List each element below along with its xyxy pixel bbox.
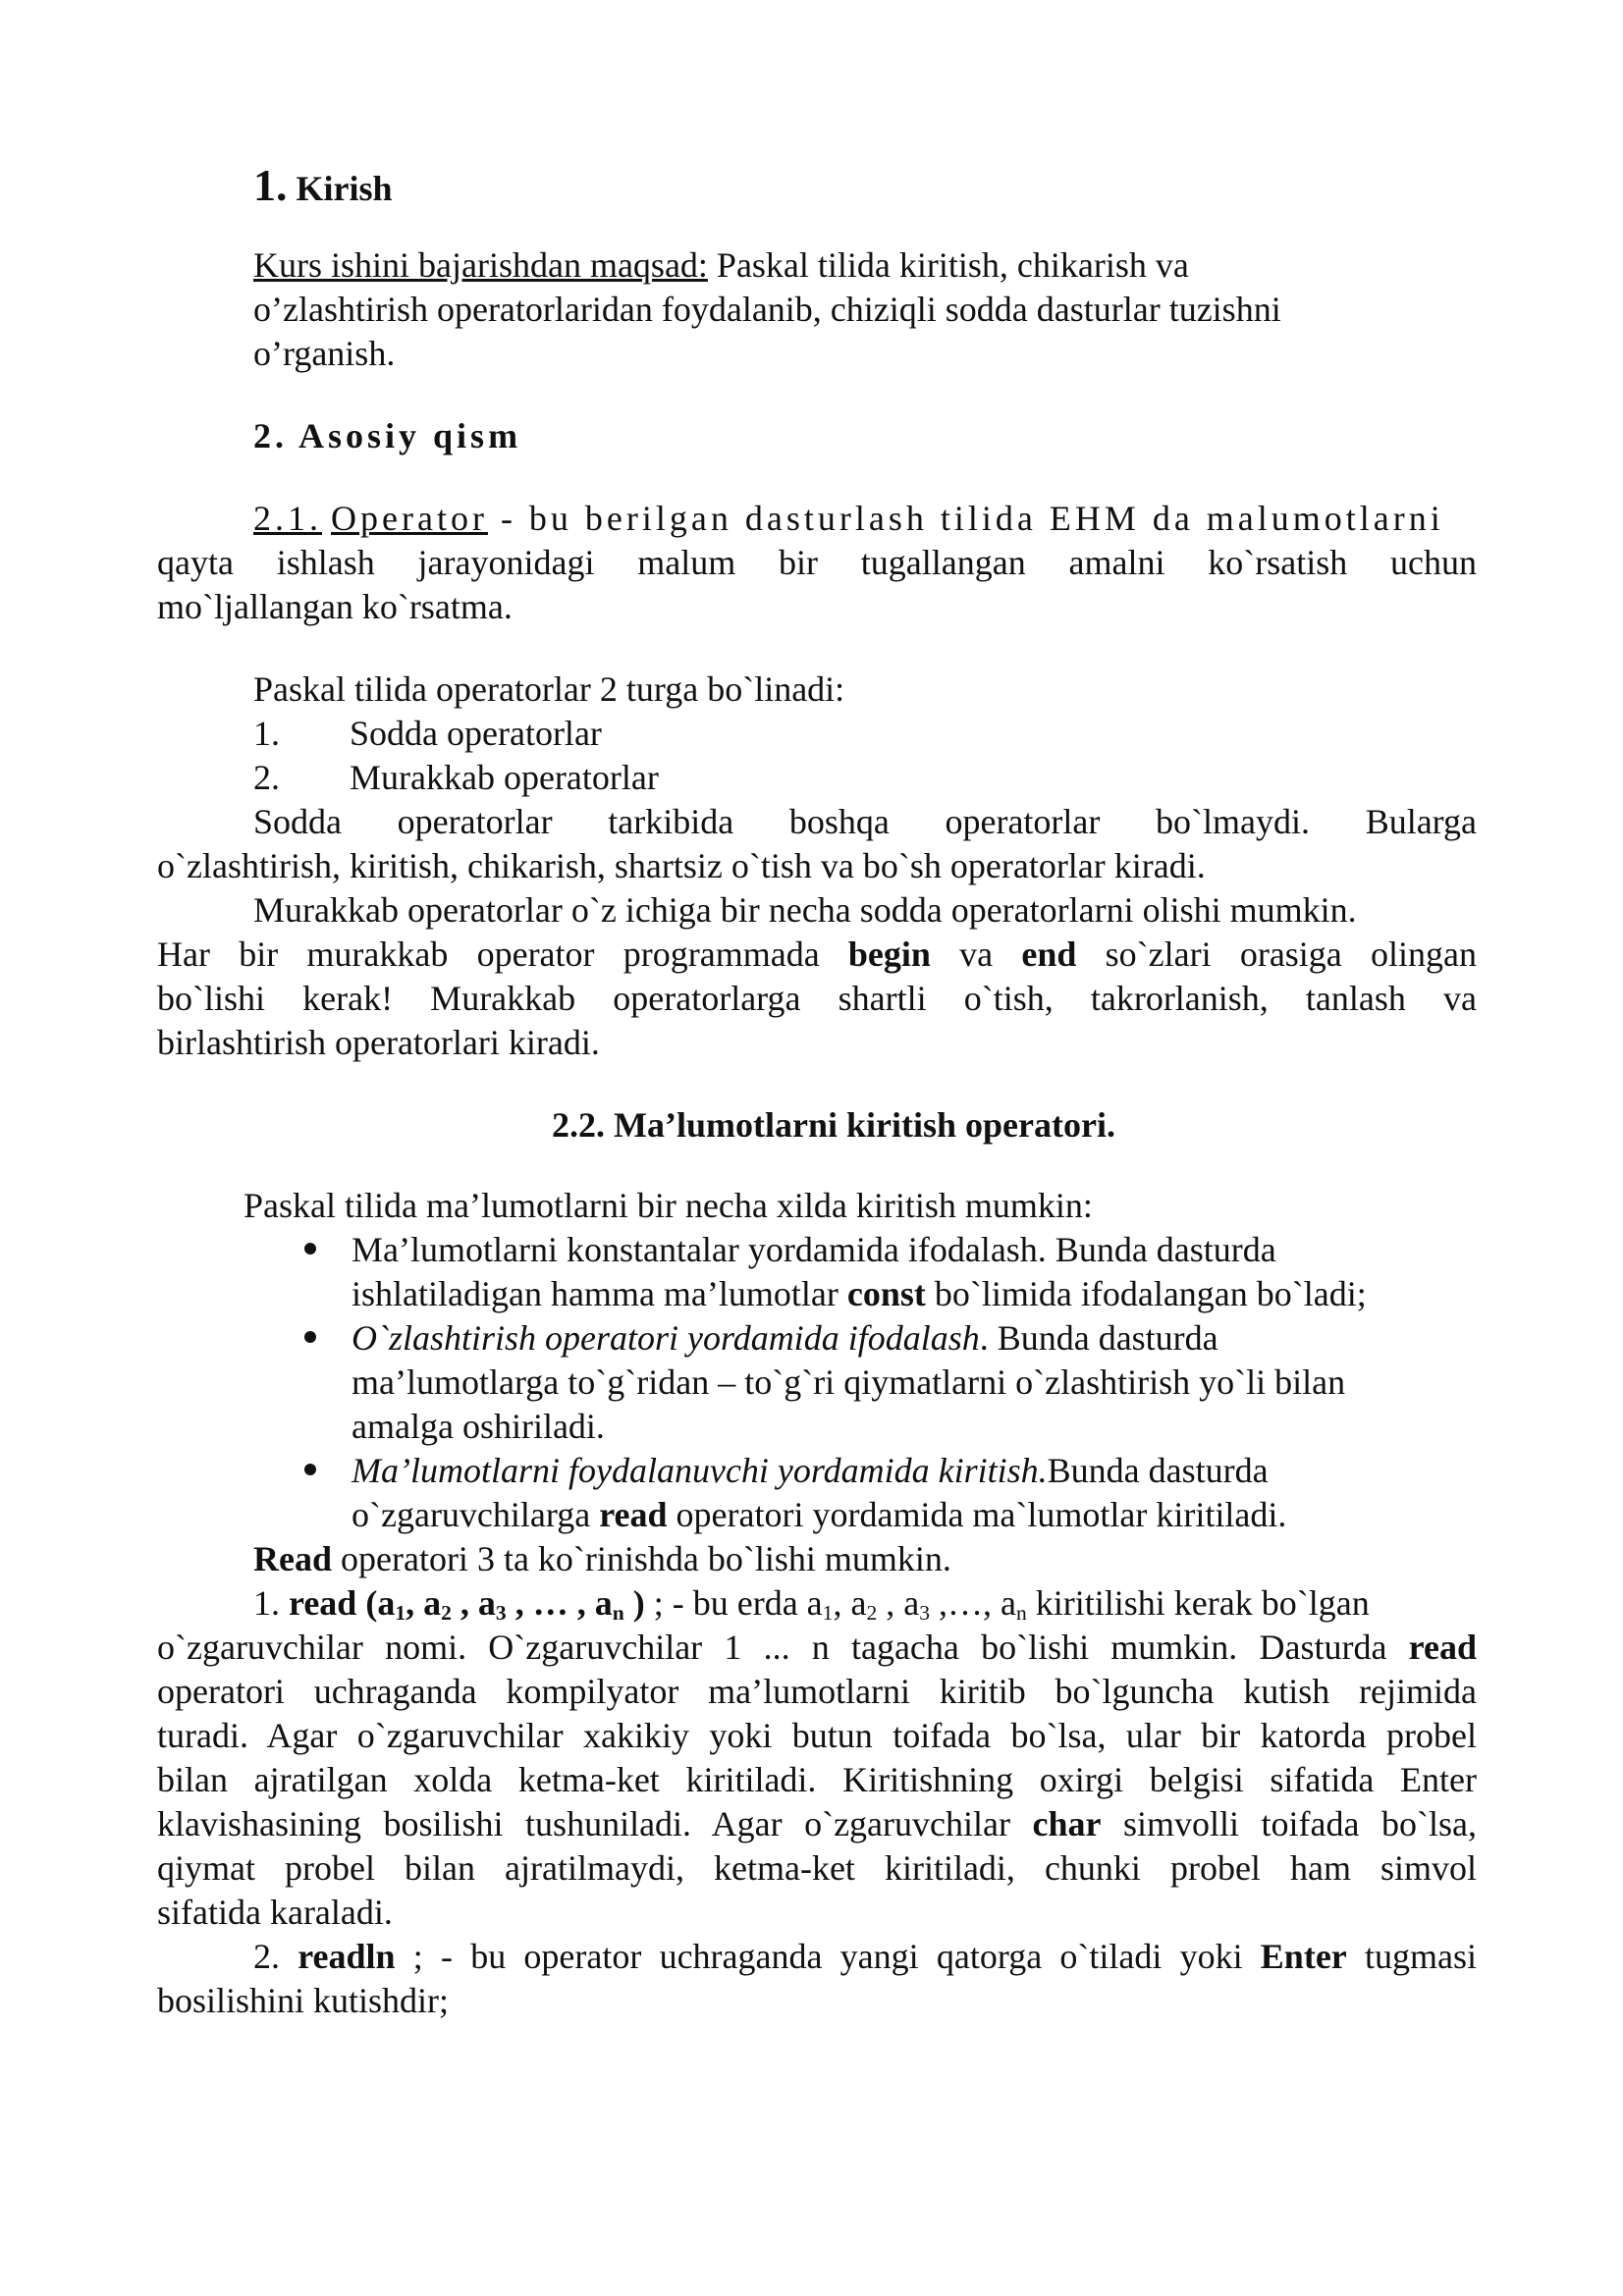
read-form-text: simvolli toifada bo`lsa,: [1101, 1804, 1478, 1843]
operator-def-term: Operator: [331, 499, 488, 538]
bullet-3-line-1: [352, 1449, 1269, 1493]
subscript: n: [1016, 1601, 1027, 1625]
keyword-begin: begin: [847, 934, 931, 974]
read-form-text: ; - bu erda a: [644, 1583, 823, 1623]
section-1-title: Kirish: [296, 169, 393, 208]
operator-types-intro: Paskal tilida operatorlar 2 turga bo`linadi:: [253, 669, 845, 709]
read-form-1-line-8: sifatida karaladi.: [157, 1893, 393, 1932]
section-2-2-heading: 2.2. Ma’lumotlarni kiritish operatori.: [552, 1105, 1115, 1145]
read-form-1-line-6: [157, 1802, 1477, 1846]
operator-def-number: 2.1.: [253, 499, 322, 538]
complex-ops-text: Har bir murakkab operator programmada: [157, 934, 848, 974]
operator-type-item-1: [253, 712, 280, 756]
subscript: n: [612, 1601, 624, 1625]
keyword-read-cap: Read: [253, 1539, 332, 1578]
bullet-2-line-2: ma’lumotlarga to`g`ridan – to`g`ri qiymatlarni o`zlashtirish yo`li bilan: [352, 1362, 1346, 1402]
complex-ops-line-1: Murakkab operatorlar o`z ichiga bir necha sodda operatorlarni olishi mumkin.: [253, 890, 1357, 930]
list-number: 1.: [253, 1583, 289, 1623]
subscript: 2: [866, 1601, 878, 1625]
complex-ops-text: so`zlari orasiga olingan: [1076, 934, 1477, 974]
read-form-text: , a: [877, 1583, 920, 1623]
goal-line-2: o’zlashtirish operatorlaridan foydalanib, chiziqli sodda dasturlar tuzishni: [253, 290, 1281, 329]
bullet-2-line-3: amalga oshiriladi.: [352, 1407, 605, 1446]
bullet-1-text: bo`limida ifodalangan bo`ladi;: [925, 1274, 1367, 1313]
subscript: 1: [395, 1601, 406, 1625]
list-number: 2.: [253, 758, 280, 797]
operator-def-line-3: mo`ljallangan ko`rsatma.: [157, 587, 513, 626]
read-syntax-part: , a: [451, 1583, 496, 1623]
complex-ops-text: va: [930, 934, 1022, 974]
subscript: 1: [822, 1601, 834, 1625]
section-1-heading: [253, 160, 393, 211]
read-form-2-line-1: [253, 1935, 1477, 1979]
bullet-1-line-2: [352, 1272, 1367, 1316]
operator-def-line-2: qayta ishlash jarayonidagi malum bir tugallangan amalni ko`rsatish uchun: [157, 543, 1477, 582]
goal-line-3: o’rganish.: [253, 334, 396, 373]
read-form-1-line-1: [253, 1581, 1370, 1626]
subscript: 3: [919, 1601, 931, 1625]
complex-ops-line-3: bo`lishi kerak! Murakkab operatorlarga shartli o`tish, takrorlanish, tanlash va: [157, 979, 1477, 1018]
operator-def-rest: - bu berilgan dasturlash tilida EHM da malumotlarni: [487, 499, 1444, 538]
input-methods-intro: Paskal tilida ma’lumotlarni bir necha xilda kiritish mumkin:: [243, 1186, 1093, 1225]
keyword-char: char: [1032, 1804, 1102, 1843]
bullet-icon: [304, 1331, 316, 1343]
complex-ops-line-2: [157, 933, 1477, 977]
keyword-read: read: [1408, 1628, 1477, 1667]
read-form-1-line-4: turadi. Agar o`zgaruvchilar xakikiy yoki butun toifada bo`lsa, ular bir katorda probel: [157, 1716, 1477, 1755]
bullet-3-text: o`zgaruvchilarga: [352, 1495, 600, 1534]
read-form-1-line-2: [157, 1626, 1477, 1670]
subscript: 3: [495, 1601, 507, 1625]
read-form-1-line-3: operatori uchraganda kompilyator ma’lumotlarni kiritib bo`lguncha kutish rejimida: [157, 1672, 1477, 1711]
bullet-2-line-1: [352, 1316, 1218, 1361]
complex-ops-line-4: birlashtirish operatorlari kiradi.: [157, 1023, 600, 1062]
keyword-end: end: [1021, 934, 1077, 974]
goal-line-1: [253, 243, 1189, 288]
simple-ops-line-2: o`zlashtirish, kiritish, chikarish, shartsiz o`tish va bo`sh operatorlar kiradi.: [157, 846, 1206, 885]
bullet-3-text: Bunda dasturda: [1047, 1451, 1269, 1490]
keyword-read: read: [599, 1495, 668, 1534]
bullet-3-italic: Ma’lumotlarni foydalanuvchi yordamida kiritish.: [352, 1451, 1048, 1490]
read-form-2-line-2: bosilishini kutishdir;: [157, 1981, 450, 2020]
keyword-enter: Enter: [1260, 1937, 1347, 1976]
read-syntax-part: , a: [406, 1583, 442, 1623]
bullet-2-text: . Bunda dasturda: [979, 1318, 1218, 1358]
keyword-readln: readln: [298, 1937, 396, 1976]
read-form-text: ,…, a: [930, 1583, 1016, 1623]
read-form-1-line-5: bilan ajratilgan xolda ketma-ket kiritiladi. Kiritishning oxirgi belgisi sifatida Enter: [157, 1760, 1477, 1799]
operator-type-label-2: Murakkab operatorlar: [350, 758, 659, 797]
operator-type-item-2: [253, 756, 280, 800]
read-syntax-part: read (a: [289, 1583, 396, 1623]
read-form-text: ; - bu operator uchraganda yangi qatorga o`tiladi yoki: [395, 1937, 1261, 1976]
read-syntax-part: ): [623, 1583, 645, 1623]
simple-ops-line-1: Sodda operatorlar tarkibida boshqa operatorlar bo`lmaydi. Bularga: [253, 802, 1477, 841]
read-form-text: klavishasining bosilishi tushuniladi. Agar o`zgaruvchilar: [157, 1804, 1033, 1843]
read-form-text: o`zgaruvchilar nomi. O`zgaruvchilar 1 ... n tagacha bo`lishi mumkin. Dasturda: [157, 1628, 1409, 1667]
bullet-icon: [304, 1243, 316, 1255]
keyword-const: const: [846, 1274, 926, 1313]
read-forms-text: operatori 3 ta ko`rinishda bo`lishi mumkin.: [332, 1539, 951, 1578]
section-2-heading: 2. Asosiy qism: [253, 416, 522, 455]
goal-text-1: Paskal tilida kiritish, chikarish va: [707, 245, 1189, 285]
read-form-text: tugmasi: [1346, 1937, 1477, 1976]
read-form-text: , a: [833, 1583, 867, 1623]
bullet-2-italic: O`zlashtirish operatori yordamida ifodalash: [352, 1318, 980, 1358]
goal-label: Kurs ishini bajarishdan maqsad:: [253, 245, 708, 285]
read-syntax: [289, 1583, 645, 1623]
subscript: 2: [441, 1601, 452, 1625]
operator-type-label-1: Sodda operatorlar: [350, 714, 602, 753]
section-1-number: 1.: [253, 160, 288, 210]
operator-def-line-1: [253, 497, 1444, 541]
read-form-1-line-7: qiymat probel bilan ajratilmaydi, ketma-ket kiritiladi, chunki probel ham simvol: [157, 1848, 1477, 1888]
bullet-3-text: operatori yordamida ma`lumotlar kiritiladi.: [667, 1495, 1287, 1534]
read-syntax-part: , … , a: [506, 1583, 613, 1623]
bullet-1-line-1: Ma’lumotlarni konstantalar yordamida ifodalash. Bunda dasturda: [352, 1230, 1276, 1269]
bullet-3-line-2: [352, 1493, 1286, 1537]
list-number: 2.: [253, 1937, 298, 1976]
read-form-text: kiritilishi kerak bo`lgan: [1026, 1583, 1370, 1623]
list-number: 1.: [253, 714, 280, 753]
read-forms-intro: [253, 1537, 951, 1581]
bullet-icon: [304, 1464, 316, 1475]
bullet-1-text: ishlatiladigan hamma ma’lumotlar: [352, 1274, 847, 1313]
